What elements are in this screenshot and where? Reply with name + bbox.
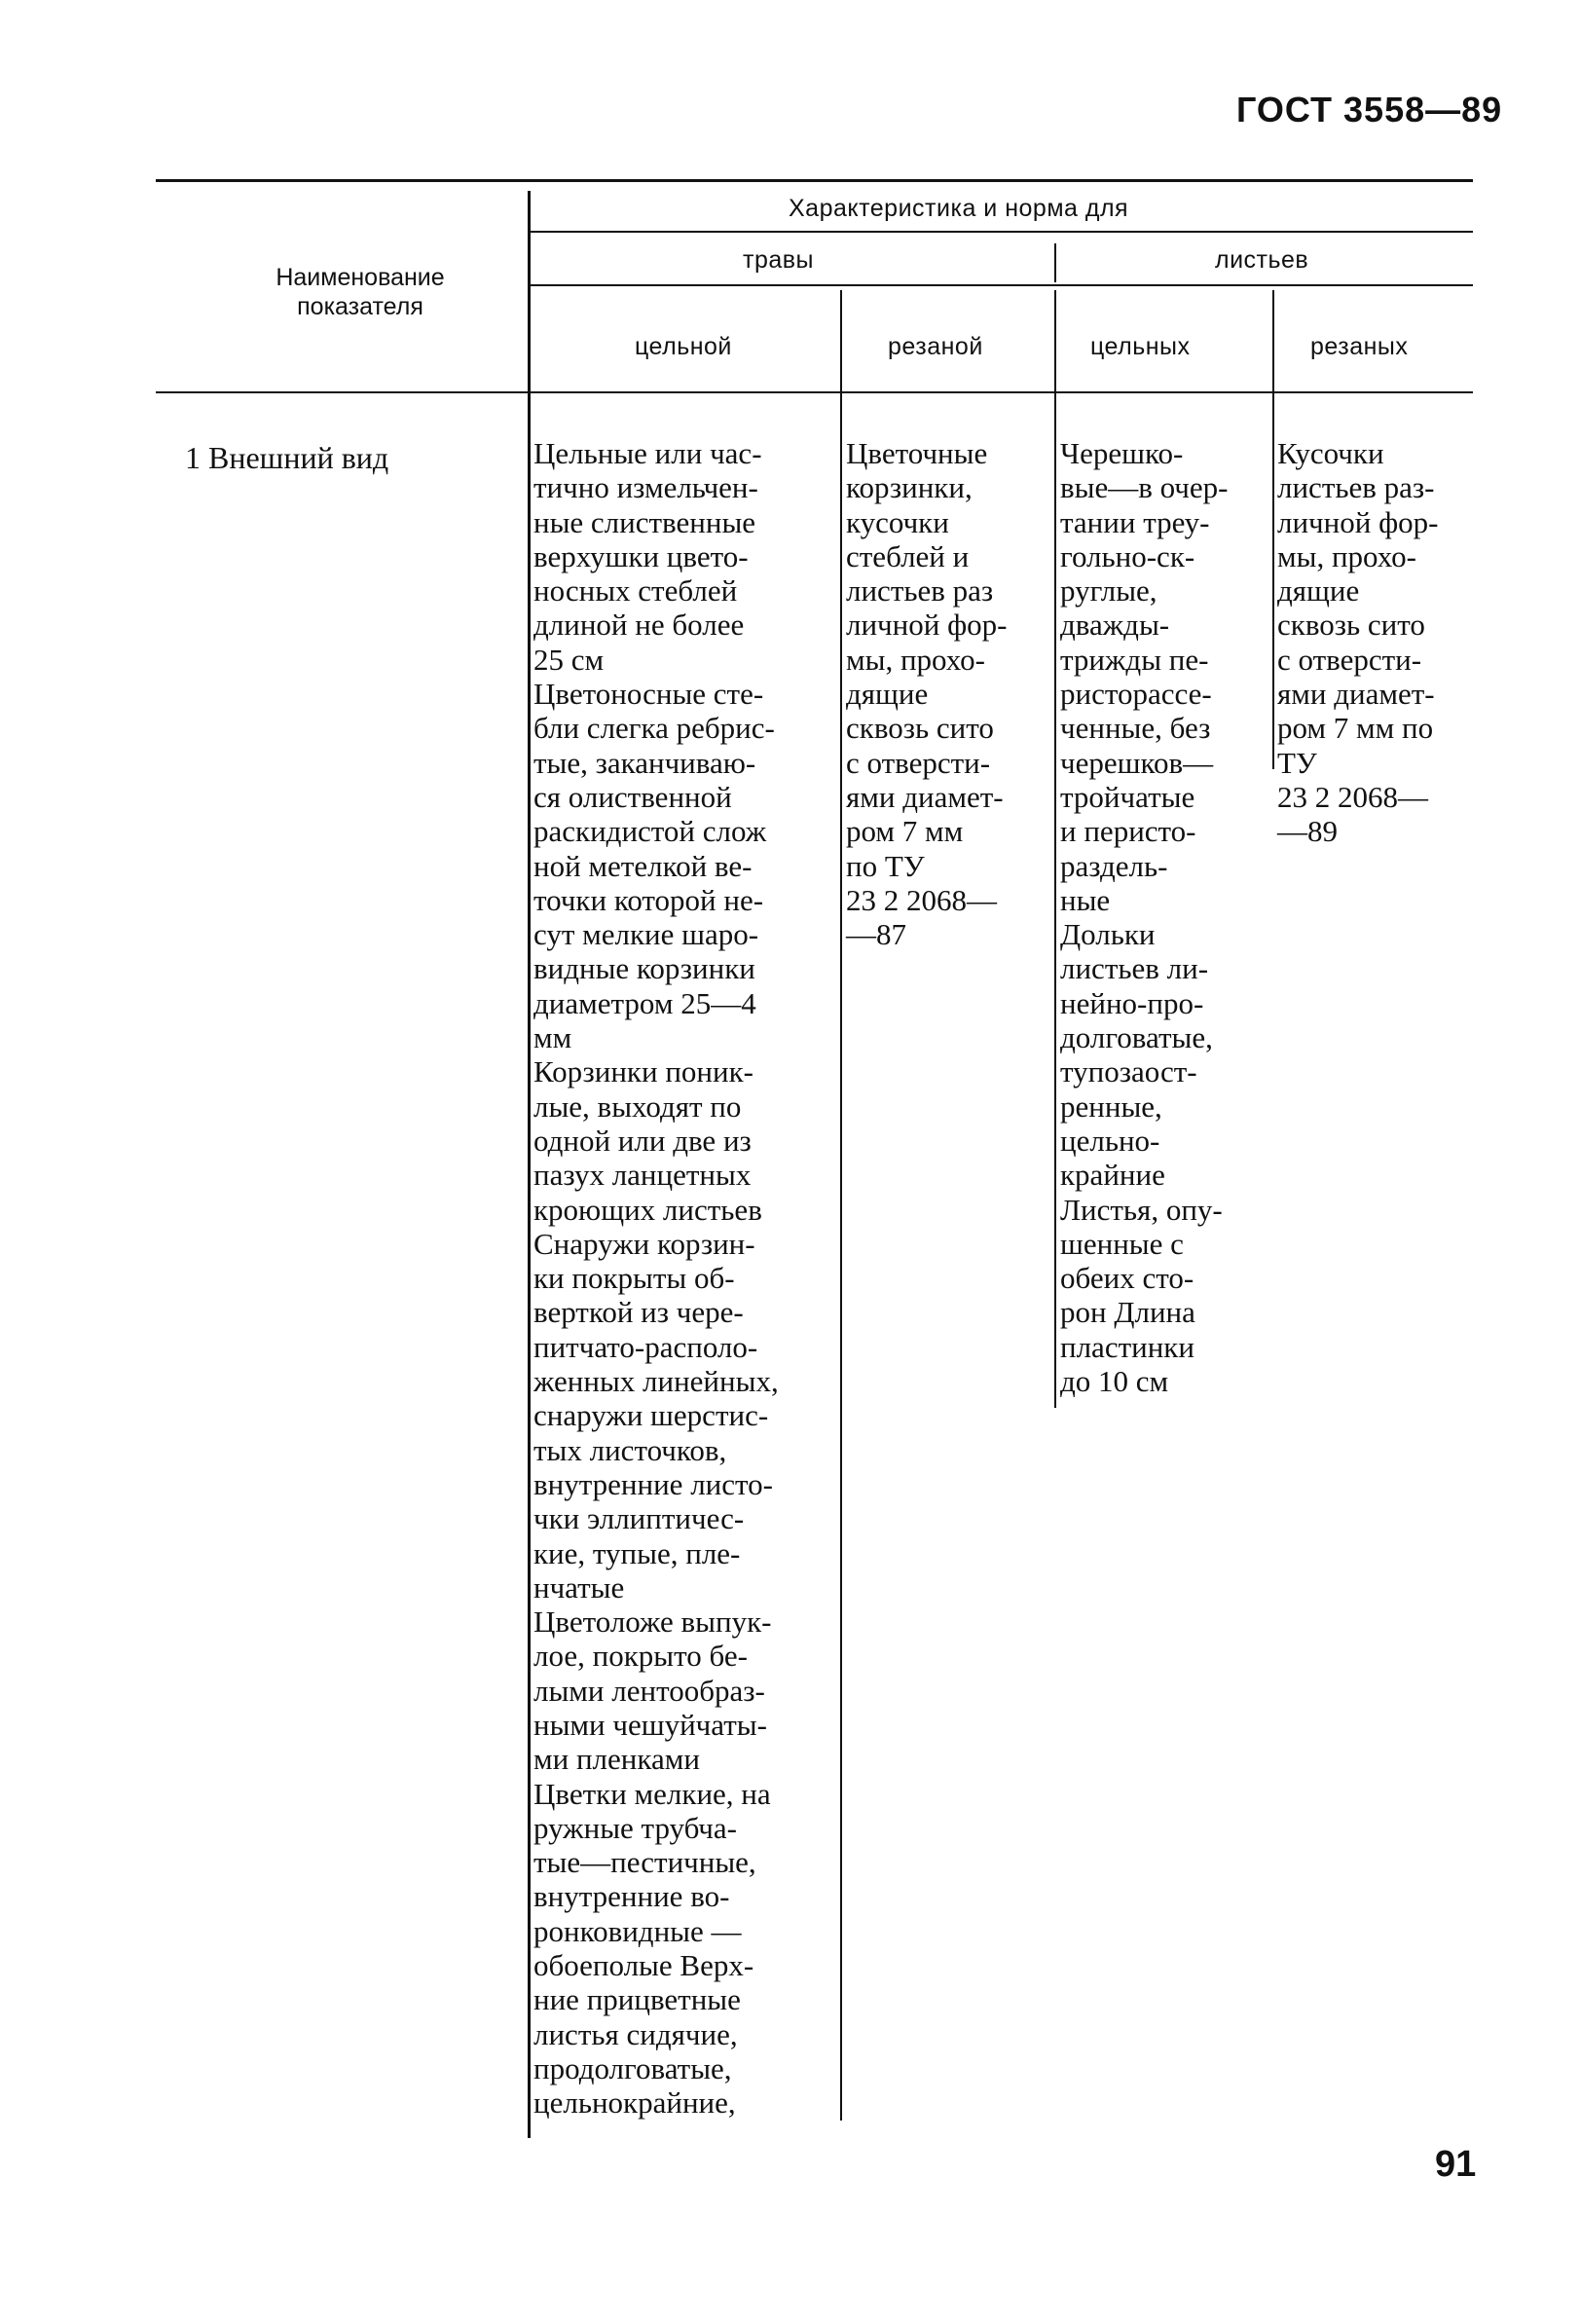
page-number: 91 bbox=[1435, 2144, 1477, 2185]
header-col-cut-leaves: резаных bbox=[1310, 333, 1409, 360]
table-top-rule bbox=[156, 179, 1473, 182]
header-group-label: Характеристика и норма для bbox=[789, 195, 1129, 222]
cell-cut-herb: Цветочные корзинки, кусочки стеблей и листьев раз личной фор- мы, прохо- дящие сквозь сито с отверсти- ями диамет- ром 7 мм по ТУ 23 2 2068— —87 bbox=[846, 436, 1008, 952]
header-subgroup-leaves: листьев bbox=[1215, 246, 1309, 274]
cell-whole-herb: Цельные или час- тично измельчен- ные слиственные верхушки цвето- носных стеблей длиной не более 25 см Цветоносные сте- бли слегка ребрис- тые, заканчиваю- ся олиственной раскидистой слож ной метелкой ве- точки которой не- сут мелкие шаро- видные корзинки диаметром 25—4 мм Корзинки поник- лые, выходят по одной или две из пазух ланцетных кроющих листьев Снаружи корзин- ки покрыты об- верткой из чере- питчато-располо- женных линейных, снаружи шерстис- тых листочков, внутренние листо- чки эллиптичес- кие, тупые, пле- нчатые Цветоложе выпук- лое, покрыто бе- лыми лентообраз- ными чешуйчаты- ми пленками Цветки мелкие, на ружные трубча- тые—пестичные, внутренние во- ронковидные — обоеполые Верх- ние прицветные листья сидячие, продолговатые, цельнокрайние, bbox=[533, 436, 779, 2121]
subgroup-divider bbox=[1054, 243, 1056, 282]
header-subgroup-herb: травы bbox=[743, 246, 815, 274]
column-rule-4 bbox=[1272, 290, 1274, 769]
column-rule-1 bbox=[528, 191, 531, 2138]
cell-cut-leaves: Кусочки листьев раз- личной фор- мы, прохо- дящие сквозь сито с отверсти- ями диамет- ром 7 мм по ТУ 23 2 2068— —89 bbox=[1277, 436, 1439, 849]
header-col-whole-leaves: цельных bbox=[1090, 333, 1191, 360]
column-rule-2 bbox=[840, 290, 842, 2121]
header-col-cut-herb: резаной bbox=[888, 333, 983, 360]
document-header-code: ГОСТ 3558—89 bbox=[1236, 90, 1503, 129]
group-rule bbox=[531, 231, 1473, 233]
column-rule-3 bbox=[1054, 290, 1056, 1408]
row-label: 1 Внешний вид bbox=[185, 440, 389, 475]
header-indicator-name: Наименование показателя bbox=[276, 264, 445, 320]
header-col-whole-herb: цельной bbox=[635, 333, 732, 360]
subgroup-rule bbox=[531, 284, 1473, 286]
cell-whole-leaves: Черешко- вые—в очер- тании треу- гольно-ск- руглые, дважды- трижды пе- ристорассе- ченные, без черешков— тройчатые и перисто- раздель- ные Дольки листьев ли- нейно-про- долговатые, тупозаост- ренные, цельно- крайние Листья, опу- шенные с обеих сто- рон Длина пластинки до 10 см bbox=[1060, 436, 1229, 1399]
header-bottom-rule bbox=[156, 391, 1473, 393]
